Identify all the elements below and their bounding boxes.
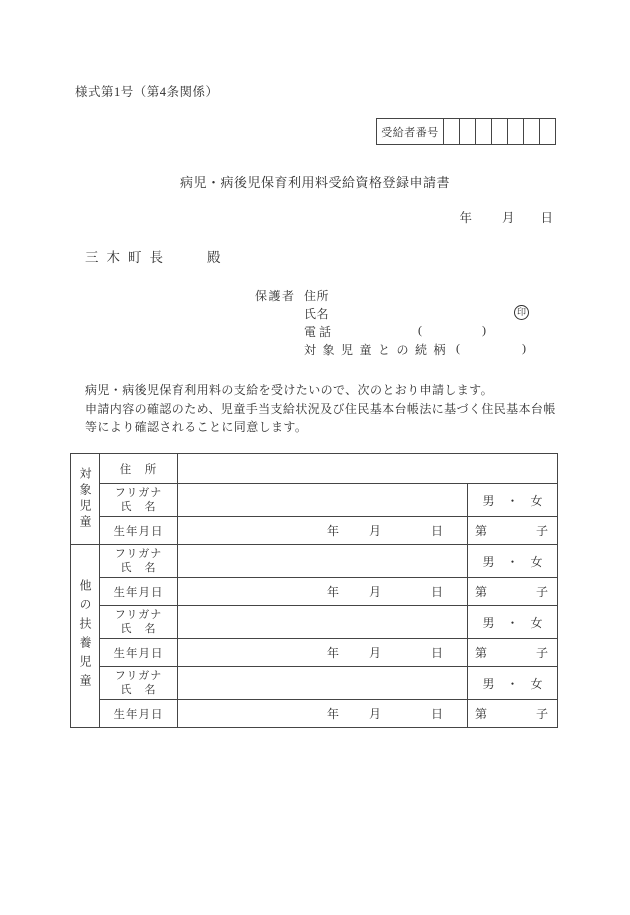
date-year-label: 年 [459,211,472,225]
table-row-name [71,484,558,517]
group-label-other-children: 他の扶養児童 [71,545,100,728]
gender-separator-dot: ・ [506,554,519,569]
birthdate-label-cell: 生年月日 [100,639,178,667]
table-row-birthdate [71,700,558,728]
ordinal-suffix-label: 子 [535,585,548,599]
name-value-cell [178,667,468,700]
declaration-line: 病児・病後児保育利用料の支給を受けたいので、次のとおり申請します。 [85,383,494,397]
seal-mark: 印 [514,305,529,320]
furigana-label: フリガナ [114,608,163,621]
gender-female-label: 女 [530,493,543,508]
addressee [85,246,221,266]
table-row-birthdate [71,517,558,545]
name-label: 氏 名 [120,684,157,696]
birthdate-value-cell [178,517,468,545]
year-label: 年 [326,585,339,599]
year-label: 年 [326,524,339,538]
gender-female-label: 女 [530,554,543,569]
guardian-relation-label: 対象児童との続柄 [304,343,453,357]
birth-order-cell [468,639,558,667]
name-value-cell [178,545,468,578]
table-row-name [71,545,558,578]
name-value-cell [178,606,468,639]
birth-order-cell [468,700,558,728]
date-day-label: 日 [540,211,553,225]
date-month-label: 月 [501,211,515,225]
day-label: 日 [430,585,443,599]
furigana-label: フリガナ [114,547,163,560]
guardian-phone-label: 電話 [304,325,335,339]
birthdate-value-cell [178,578,468,606]
ordinal-prefix-label: 第 [475,646,488,660]
furigana-label: フリガナ [114,669,163,682]
name-value-cell [178,484,468,517]
declaration-line: 等により確認されることに同意します。 [85,420,308,434]
recipient-number-label: 受給者番号 [381,126,439,139]
phone-paren-close: ) [482,323,486,337]
recipient-number-box [376,118,556,145]
relation-paren-close: ) [522,341,526,355]
addressee-name: 三木町長 [85,250,171,265]
furigana-name-label-cell [100,606,178,639]
recipient-number-cell [443,119,459,144]
ordinal-prefix-label: 第 [475,585,488,599]
name-label: 氏 名 [120,623,157,635]
birth-order-cell [468,517,558,545]
address-label-cell: 住 所 [100,454,178,484]
ordinal-suffix-label: 子 [535,524,548,538]
birthdate-value-cell [178,700,468,728]
form-code: 様式第1号（第4条関係） [75,85,219,99]
table-row-birthdate [71,639,558,667]
day-label: 日 [430,524,443,538]
gender-female-label: 女 [530,676,543,691]
birthdate-value-cell [178,639,468,667]
page-title: 病児・病後児保育利用料受給資格登録申請書 [179,175,450,190]
gender-separator-dot: ・ [506,615,519,630]
table-row-address [71,454,558,484]
furigana-name-label-cell [100,484,178,517]
furigana-label: フリガナ [114,486,163,499]
declaration [85,381,556,437]
guardian-name-label: 氏名 [304,307,330,321]
name-label: 氏 名 [120,501,157,513]
date-line [459,208,553,226]
recipient-number-cell [475,119,491,144]
day-label: 日 [430,646,443,660]
furigana-name-label-cell [100,667,178,700]
group-label-target-child: 対象児童 [71,454,100,545]
gender-options-cell [468,545,558,578]
gender-options-cell [468,484,558,517]
gender-male-label: 男 [482,493,495,508]
gender-male-label: 男 [482,615,495,630]
name-label: 氏 名 [120,562,157,574]
guardian-address-label: 住所 [304,289,330,303]
declaration-line: 申請内容の確認のため、児童手当支給状況及び住民基本台帳法に基づく住民基本台帳 [85,401,556,416]
table-row-name [71,667,558,700]
furigana-name-label-cell [100,545,178,578]
year-label: 年 [326,646,339,660]
gender-options-cell [468,606,558,639]
gender-female-label: 女 [530,615,543,630]
gender-options-cell [468,667,558,700]
ordinal-suffix-label: 子 [535,707,548,721]
phone-paren-open: ( [418,323,422,337]
gender-male-label: 男 [482,676,495,691]
relation-paren-open: ( [456,341,460,355]
address-value-cell [178,454,558,484]
ordinal-prefix-label: 第 [475,707,488,721]
month-label: 月 [368,646,381,660]
birth-order-cell [468,578,558,606]
children-table [70,453,558,728]
table-row-name [71,606,558,639]
recipient-number-cell [507,119,523,144]
birthdate-label-cell: 生年月日 [100,578,178,606]
guardian-label: 保護者 [255,289,296,303]
birthdate-label-cell: 生年月日 [100,517,178,545]
month-label: 月 [368,585,381,599]
table-row-birthdate [71,578,558,606]
gender-separator-dot: ・ [506,493,519,508]
gender-separator-dot: ・ [506,676,519,691]
recipient-number-cell [539,119,555,144]
birthdate-label-cell: 生年月日 [100,700,178,728]
gender-male-label: 男 [482,554,495,569]
ordinal-suffix-label: 子 [535,646,548,660]
recipient-number-cell [523,119,539,144]
year-label: 年 [326,707,339,721]
day-label: 日 [430,707,443,721]
month-label: 月 [368,707,381,721]
recipient-number-cell [459,119,475,144]
ordinal-prefix-label: 第 [475,524,488,538]
month-label: 月 [368,524,381,538]
addressee-honorific: 殿 [207,250,221,265]
recipient-number-cell [491,119,507,144]
